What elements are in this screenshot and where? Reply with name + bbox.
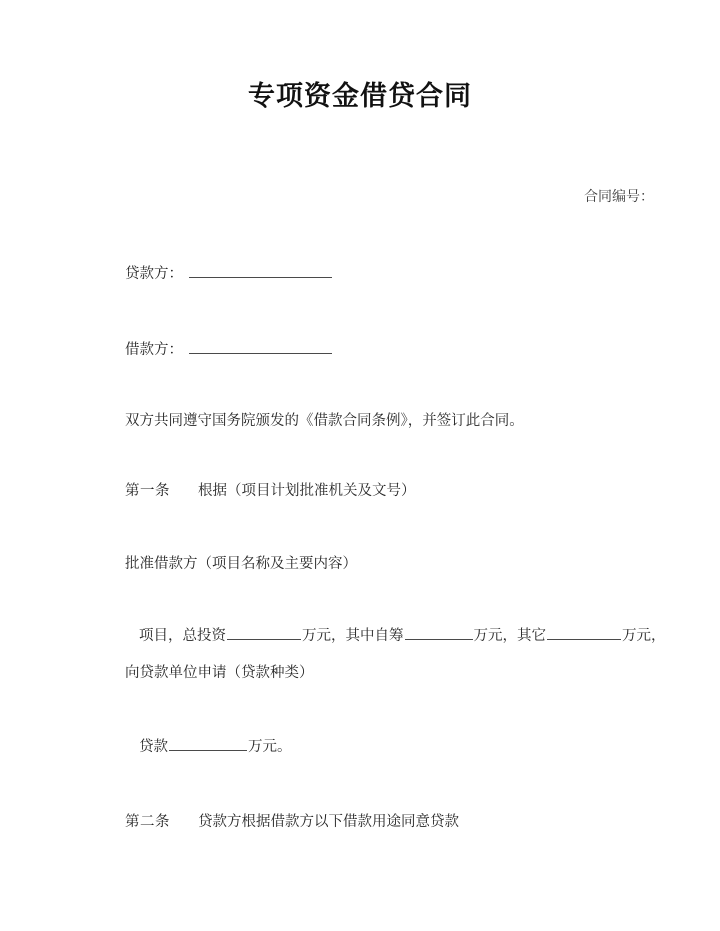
project-seg-1: 项目，总投资 xyxy=(139,628,226,644)
contract-number-label: 合同编号： xyxy=(584,189,654,205)
lender-label: 贷款方： xyxy=(125,266,183,282)
loan-amount-row xyxy=(125,735,645,759)
page-title: 专项资金借贷合同 xyxy=(248,81,472,112)
total-investment-blank-field[interactable] xyxy=(227,624,301,640)
project-investment-row xyxy=(125,624,666,648)
self-raised-blank-field[interactable] xyxy=(405,624,473,640)
agreement-statement: 双方共同遵守国务院颁发的《借款合同条例》，并签订此合同。 xyxy=(125,413,524,429)
borrower-blank-field[interactable] xyxy=(189,338,332,354)
approval-line: 批准借款方（项目名称及主要内容） xyxy=(125,556,357,572)
article-2-text: 贷款方根据借款方以下借款用途同意贷款 xyxy=(198,814,459,830)
loan-seg-2: 万元。 xyxy=(248,739,292,755)
borrower-row xyxy=(125,338,645,362)
lender-blank-field[interactable] xyxy=(189,262,332,278)
article-2-row xyxy=(125,810,645,834)
article-1-number: 第一条 xyxy=(125,483,170,499)
project-seg-3: 万元，其它 xyxy=(473,628,546,644)
loan-application-line: 向贷款单位申请（贷款种类） xyxy=(125,665,314,681)
borrower-label: 借款方： xyxy=(125,342,183,358)
article-2-number: 第二条 xyxy=(125,814,170,830)
loan-seg-1: 贷款 xyxy=(139,739,168,755)
project-seg-2: 万元，其中自筹 xyxy=(302,628,404,644)
article-1-row xyxy=(125,479,645,503)
project-seg-4: 万元， xyxy=(622,628,666,644)
other-funds-blank-field[interactable] xyxy=(547,624,621,640)
article-1-text: 根据（项目计划批准机关及文号） xyxy=(198,483,416,499)
loan-amount-blank-field[interactable] xyxy=(169,735,247,751)
lender-row xyxy=(125,262,645,286)
